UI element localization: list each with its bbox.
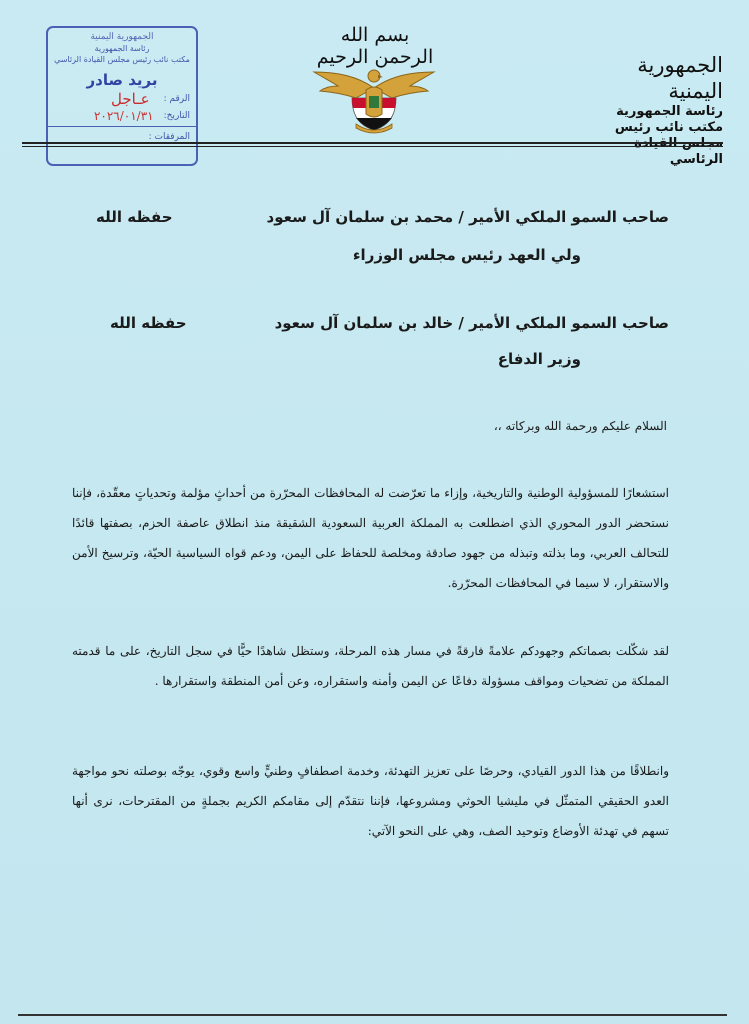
stamp-date-value: ٢٠٢٦/٠١/٣١ bbox=[93, 109, 154, 123]
letterhead-country: الجمهورية اليمنية bbox=[637, 53, 723, 103]
addressee-1-role: ولي العهد رئيس مجلس الوزراء bbox=[352, 246, 581, 264]
outgoing-mail-stamp bbox=[46, 26, 198, 166]
header-divider-thin bbox=[22, 146, 723, 147]
footer-divider bbox=[18, 1014, 727, 1016]
body-paragraph-3: وانطلاقًا من هذا الدور القيادي، وحرصًا على تعزيز التهدئة، وخدمة اصطفافٍ وطنيٍّ واسع وقوي، يوجّه بوصلته نحو مواجهة العدو الحقيقي المتمثّل في مليشيا الحوثي ومشروعها، فإننا نتقدّم إلى مقامكم الكريم بجملةٍ من المقترحات، نرى أنها تسهم في تهدئة الأوضاع وتوحيد الصف، وهي على النحو الآتي: bbox=[72, 764, 669, 838]
stamp-date-label: التاريخ: bbox=[163, 111, 190, 121]
stamp-divider bbox=[48, 126, 196, 127]
letterhead-office: مكتب نائب رئيس bbox=[614, 120, 723, 135]
body-paragraph-2: لقد شكّلت بصماتكم وجهودكم علامةً فارقةً في مسار هذه المرحلة، وستظل شاهدًا حيًّا في سجل التاريخ، على ما قدمته المملكة من تضحيات ومواقف مسؤولة دفاعًا عن اليمن وأمنه واستقراره، وعن أمن المنطقة واستقرارها . bbox=[72, 644, 669, 688]
letterhead bbox=[583, 52, 723, 168]
stamp-number-field bbox=[54, 90, 190, 108]
letterhead-presidency: رئاسة الجمهورية bbox=[616, 104, 723, 119]
addressee-2-honorific: حفظه الله bbox=[110, 314, 187, 332]
stamp-title: بريد صادر bbox=[86, 71, 158, 89]
stamp-attachments-label: المرفقات : bbox=[148, 132, 190, 142]
stamp-date-field bbox=[54, 110, 190, 123]
header-divider bbox=[22, 142, 723, 144]
addressee-2-title: صاحب السمو الملكي الأمير / خالد بن سلمان آل سعود bbox=[274, 314, 669, 332]
addressee-1-title: صاحب السمو الملكي الأمير / محمد بن سلمان آل سعود bbox=[266, 208, 669, 226]
addressee-1-honorific: حفظه الله bbox=[96, 208, 173, 226]
body-paragraph-1: استشعارًا للمسؤولية الوطنية والتاريخية، وإزاء ما تعرّضت له المحافظات المحرّرة من أحداثٍ مؤلمة وتحدياتٍ معقّدة، فإننا نستحضر الدور المحوري الذي اضطلعت به المملكة العربية السعودية الشقيقة منذ انطلاق عاصفة الحزم، بصفتها قائدًا للتحالف العربي، وما بذلته وتبذله من جهود صادقة ومخلصة للحفاظ على اليمن، ودعم قواه السياسية الحيّة، وترسيخ الأمن والاستقرار، لا سيما في المحافظات المحرّرة. bbox=[72, 486, 670, 590]
basmala: بسم الله الرحمن الرحيم bbox=[316, 24, 434, 68]
stamp-number-value: عـاجل bbox=[111, 90, 150, 108]
letterhead-council: مجلس القيادة الرئاسي bbox=[634, 136, 723, 167]
national-emblem-icon bbox=[312, 58, 436, 136]
greeting: السلام عليكم ورحمة الله وبركاته ،، bbox=[493, 419, 667, 433]
stamp-line-country: الجمهورية اليمنية bbox=[90, 32, 154, 42]
stamp-line-office: مكتب نائب رئيس مجلس القيادة الرئاسي bbox=[54, 55, 190, 64]
stamp-number-label: الرقم : bbox=[163, 94, 190, 104]
stamp-line-presidency: رئاسة الجمهورية bbox=[94, 44, 150, 53]
addressee-2-role: وزير الدفاع bbox=[497, 350, 581, 368]
